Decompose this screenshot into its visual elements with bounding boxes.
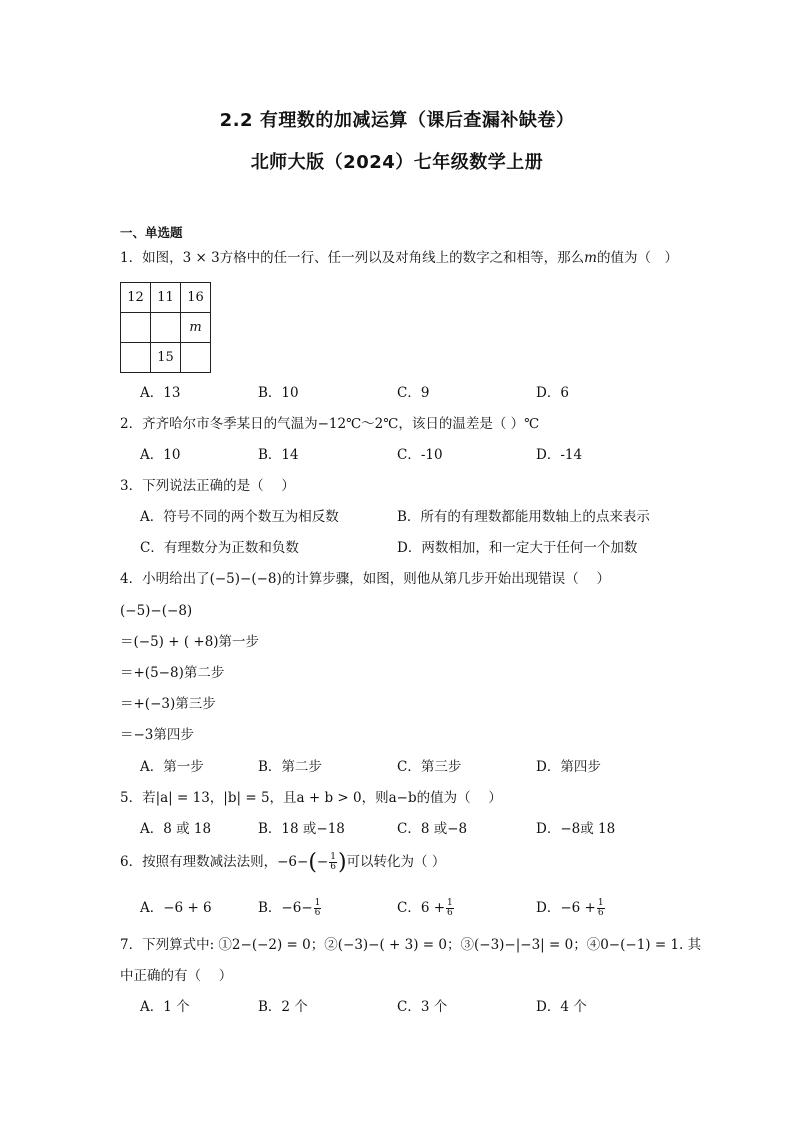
question-1-var: m (584, 250, 597, 266)
fraction: $\frac{1}{6}$ (314, 898, 321, 918)
q4-option-c[interactable]: C．第三步 (397, 759, 462, 775)
question-3: 3．下列说法正确的是（ ） (120, 478, 295, 494)
q1-option-a[interactable]: A．13 (140, 385, 181, 401)
q6-option-b[interactable]: B．−6− $\frac{1}{6}$ (258, 898, 321, 918)
q3-option-d[interactable]: D．两数相加，和一定大于任何一个加数 (397, 540, 638, 556)
q2-option-b[interactable]: B．14 (258, 447, 299, 463)
grid-cell (181, 343, 211, 373)
section-heading: 一、单选题 (120, 225, 183, 240)
q1-option-c[interactable]: C．9 (397, 385, 430, 401)
question-6-text-a: 6．按照有理数减法法则，−6− (120, 854, 309, 870)
fraction: $\frac{1}{6}$ (330, 852, 336, 872)
q4-step-2: ＝+(5−8)第二步 (120, 665, 225, 681)
q2-option-c[interactable]: C．-10 (397, 447, 443, 463)
q5-option-d[interactable]: D．−8或 18 (536, 821, 616, 837)
q4-step-0: (−5)−(−8) (120, 603, 193, 619)
grid-cell (121, 343, 151, 373)
question-6: 6．按照有理数减法法则，−6−(− $\frac{1}{6}$ )可以转化为（ ） (120, 850, 446, 875)
q7-option-a[interactable]: A．1 个 (140, 999, 190, 1015)
fraction: $\frac{1}{6}$ (597, 898, 604, 918)
q5-option-a[interactable]: A．8 或 18 (140, 821, 212, 837)
q1-option-b[interactable]: B．10 (258, 385, 299, 401)
q4-option-d[interactable]: D．第四步 (536, 759, 601, 775)
q7-option-b[interactable]: B．2 个 (258, 999, 308, 1015)
question-6-text-b: 可以转化为（ ） (346, 854, 446, 870)
question-1 (120, 249, 678, 267)
question-5: 5．若|a| = 13，|b| = 5，且a + b > 0，则a−b的值为（ ） (120, 790, 502, 806)
question-7-line-2: 中正确的有（ ） (120, 968, 233, 984)
grid-cell: 12 (121, 283, 151, 313)
q5-option-b[interactable]: B．18 或−18 (258, 821, 345, 837)
q1-option-d[interactable]: D．6 (536, 385, 569, 401)
q7-option-c[interactable]: C．3 个 (397, 999, 448, 1015)
q6-option-d[interactable]: D．−6 + $\frac{1}{6}$ (536, 898, 604, 918)
question-2: 2．齐齐哈尔市冬季某日的气温为−12℃～2℃，该日的温差是（ ）℃ (120, 416, 540, 432)
q7-option-d[interactable]: D．4 个 (536, 999, 587, 1015)
grid-cell-m: m (181, 313, 211, 343)
question-4: 4．小明给出了(−5)−(−8)的计算步骤，如图，则他从第几步开始出现错误（ ） (120, 571, 611, 587)
page-title: 2.2 有理数的加减运算（课后查漏补缺卷） (219, 110, 575, 131)
page-subtitle: 北师大版（2024）七年级数学上册 (250, 152, 544, 173)
question-1-text-b: 的值为（ ） (596, 250, 678, 266)
q4-option-a[interactable]: A．第一步 (140, 759, 204, 775)
grid-cell: 16 (181, 283, 211, 313)
q6-option-a[interactable]: A．−6 + 6 (140, 900, 212, 916)
q2-option-d[interactable]: D．-14 (536, 447, 583, 463)
q4-step-4: ＝−3第四步 (120, 727, 194, 743)
q4-step-3: ＝+(−3)第三步 (120, 696, 216, 712)
q5-option-c[interactable]: C．8 或−8 (397, 821, 468, 837)
q4-option-b[interactable]: B．第二步 (258, 759, 322, 775)
q3-option-a[interactable]: A．符号不同的两个数互为相反数 (140, 509, 339, 525)
q3-option-c[interactable]: C．有理数分为正数和负数 (140, 540, 299, 556)
grid-cell (121, 313, 151, 343)
q6-option-c[interactable]: C．6 + $\frac{1}{6}$ (397, 898, 453, 918)
question-1-text-a: 1．如图，3 × 3方格中的任一行、任一列以及对角线上的数字之和相等，那么 (120, 250, 585, 266)
q2-option-a[interactable]: A．10 (140, 447, 181, 463)
q4-step-1: ＝(−5) + ( +8)第一步 (120, 634, 260, 650)
q3-option-b[interactable]: B．所有的有理数都能用数轴上的点来表示 (397, 509, 650, 525)
grid-cell: 11 (151, 283, 181, 313)
question-7-line-1: 7．下列算式中: ①2−(−2) = 0；②(−3)−( + 3) = 0；③(−3)−|−3| = 0；④0−(−1) = 1. 其 (120, 937, 702, 953)
grid-cell (151, 313, 181, 343)
grid-cell: 15 (151, 343, 181, 373)
fraction: $\frac{1}{6}$ (447, 898, 453, 918)
magic-square-grid (120, 282, 211, 373)
